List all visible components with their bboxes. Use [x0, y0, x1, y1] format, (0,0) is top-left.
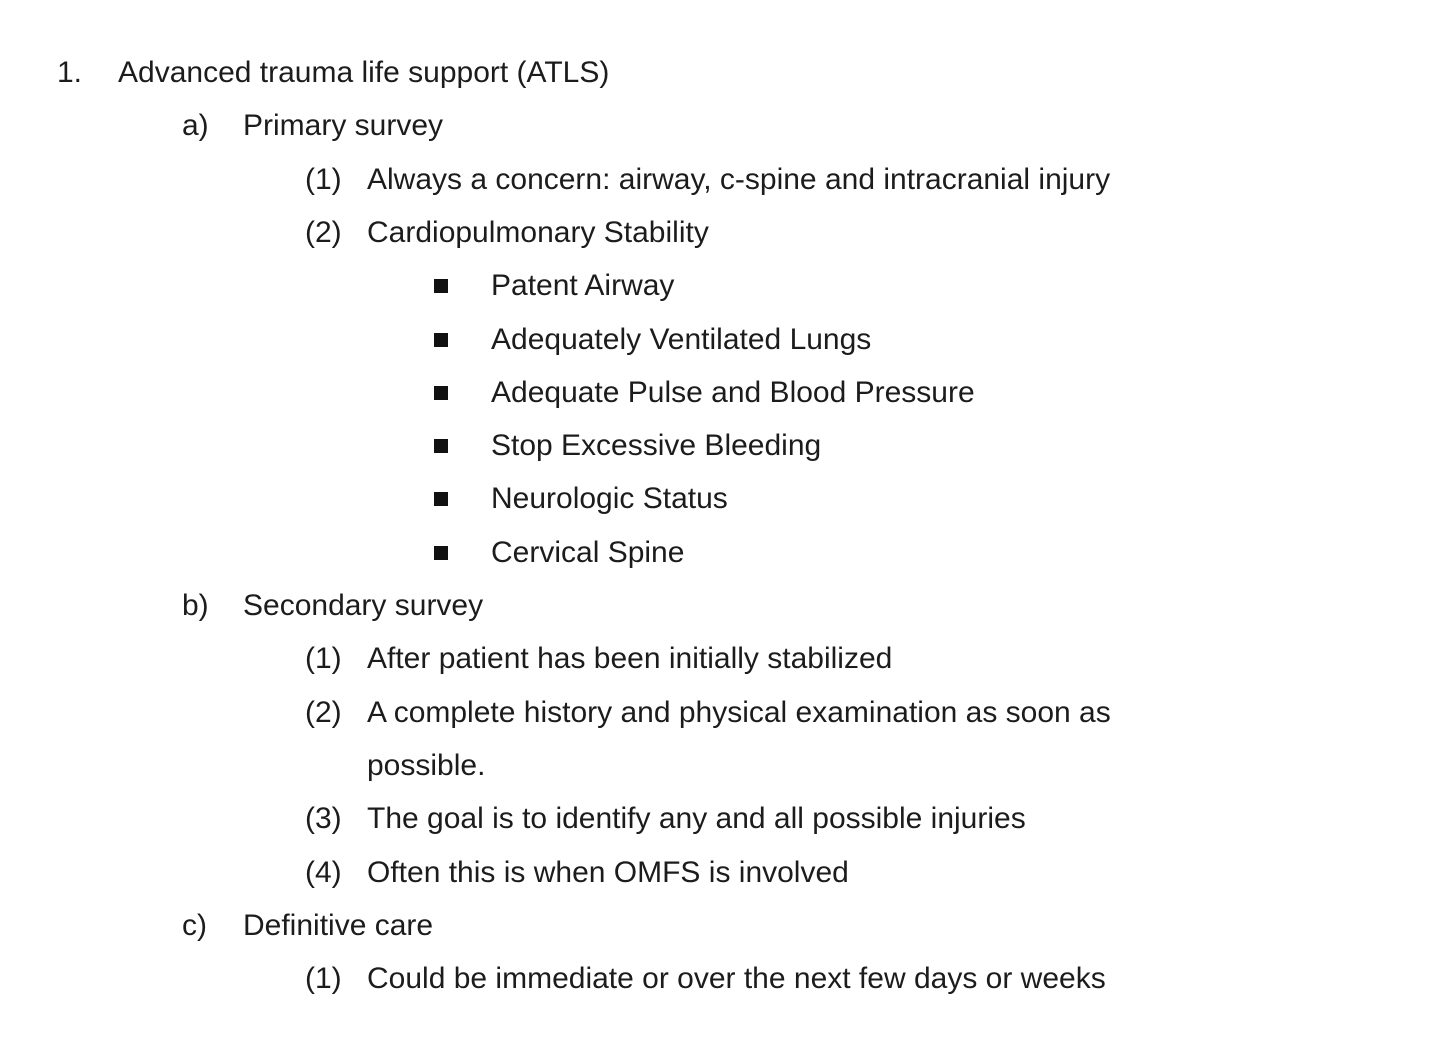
- outline-item-text: Primary survey: [243, 109, 444, 143]
- outline-item-text: Advanced trauma life support (ATLS): [118, 56, 610, 89]
- list-marker: (1): [305, 642, 342, 676]
- outline-item-text: Often this is when OMFS is involved: [367, 855, 849, 889]
- list-marker: (2): [305, 215, 342, 249]
- outline-item-text: After patient has been initially stabilized: [367, 642, 893, 676]
- list-marker: 1.: [57, 56, 83, 89]
- list-marker: b): [182, 589, 209, 622]
- outline-item-text: Adequately Ventilated Lungs: [491, 322, 872, 356]
- outline-item-text: A complete history and physical examination as soon as: [367, 695, 1111, 729]
- outline-item-text: Cardiopulmonary Stability: [367, 215, 709, 249]
- outline-item-text: Patent Airway: [491, 269, 675, 303]
- outline-item-text: Neurologic Status: [491, 482, 728, 516]
- square-bullet-icon: [434, 386, 448, 400]
- list-marker: (4): [305, 855, 342, 889]
- list-marker: c): [182, 908, 207, 942]
- outline-item-text: Could be immediate or over the next few days or weeks: [367, 962, 1106, 996]
- list-marker: a): [182, 109, 209, 143]
- outline-item-text: Adequate Pulse and Blood Pressure: [491, 375, 975, 409]
- outline-item-text: Secondary survey: [243, 589, 484, 622]
- outline-item-text: Definitive care: [243, 908, 434, 942]
- outline-item-text: possible.: [367, 748, 486, 782]
- list-marker: (1): [305, 162, 342, 196]
- list-marker: (3): [305, 802, 342, 836]
- list-marker: (2): [305, 695, 342, 729]
- outline-item-text: Stop Excessive Bleeding: [491, 429, 822, 463]
- outline-item-text: Always a concern: airway, c-spine and intracranial injury: [367, 162, 1111, 196]
- square-bullet-icon: [434, 439, 448, 453]
- outline-item-text: Cervical Spine: [491, 535, 685, 569]
- square-bullet-icon: [434, 492, 448, 506]
- square-bullet-icon: [434, 279, 448, 293]
- list-marker: (1): [305, 962, 342, 996]
- square-bullet-icon: [434, 333, 448, 347]
- square-bullet-icon: [434, 546, 448, 560]
- outline-item-text: The goal is to identify any and all possible injuries: [367, 802, 1026, 836]
